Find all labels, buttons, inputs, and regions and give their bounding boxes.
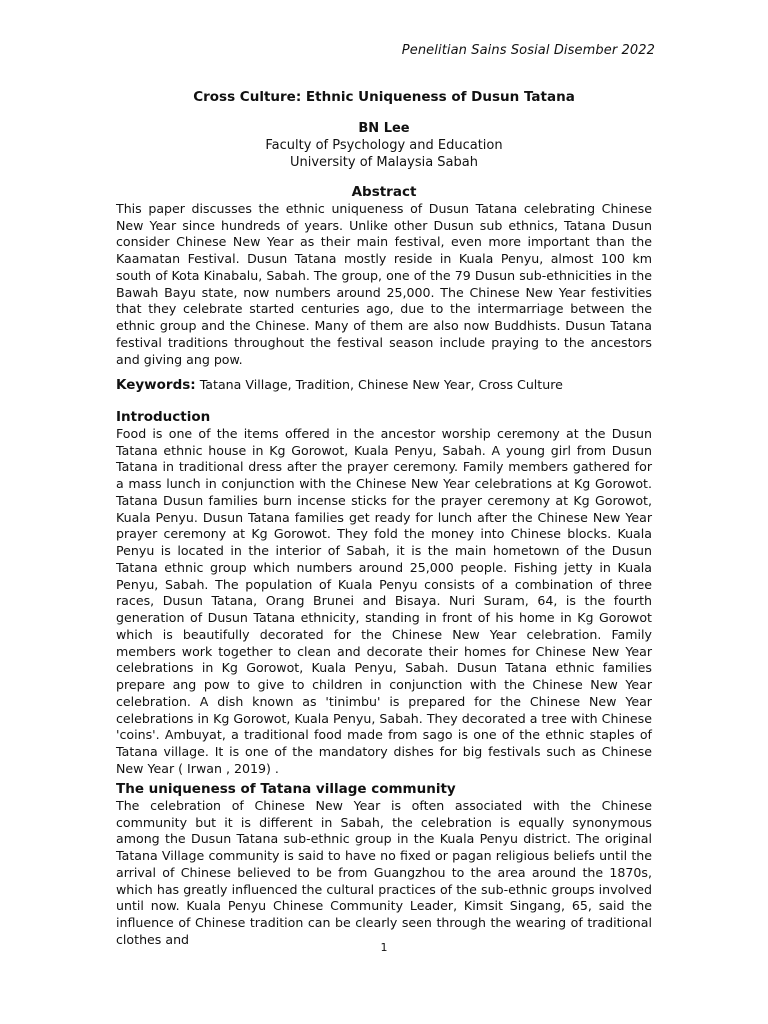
keywords-section (116, 377, 652, 394)
uniqueness-text: The celebration of Chinese New Year is often associated with the Chinese community but it is different in Sabah, the celebration is equally synonymous among the Dusun Tatana sub-ethnic group in the Kuala Penyu district. The original Tatana Village community is said to have no fixed or pagan religious beliefs until the arrival of Chinese believed to be from Guangzhou to the area around the 1870s, which has greatly influenced the cultural practices of the sub-ethnic groups involved until now. Kuala Penyu Chinese Community Leader, Kimsit Singang, 65, said the influence of Chinese tradition can be clearly seen through the wearing of traditional clothes and (116, 797, 652, 947)
abstract-heading: Abstract (351, 184, 417, 200)
author-affiliation-faculty: Faculty of Psychology and Education (265, 138, 503, 153)
abstract-text: This paper discusses the ethnic uniqueness of Dusun Tatana celebrating Chinese New Year since hundreds of years. Unlike other Dusun sub ethnics, Tatana Dusun consider Chinese New Year as their main festival, even more important than the Kaamatan Festival. Dusun Tatana mostly reside in Kuala Penyu, almost 100 km south of Kota Kinabalu, Sabah. The group, one of the 79 Dusun sub-ethnicities in the Bawah Bayu state, now numbers around 25,000. The Chinese New Year festivities that they celebrate started centuries ago, due to the intermarriage between the ethnic group and the Chinese. Many of them are also now Buddhists. Dusun Tatana festival traditions throughout the festival season include praying to the ancestors and giving ang pow. (116, 200, 652, 367)
uniqueness-section (116, 781, 652, 949)
author-name: BN Lee (358, 121, 410, 136)
running-header: Penelitian Sains Sosial Disember 2022 (401, 43, 655, 58)
introduction-heading: Introduction (116, 409, 211, 425)
abstract-section (116, 184, 652, 368)
paper-title: Cross Culture: Ethnic Uniqueness of Dusun Tatana (193, 89, 575, 105)
author-block (0, 120, 768, 171)
keywords-text: Tatana Village, Tradition, Chinese New Year, Cross Culture (199, 377, 563, 392)
introduction-text: Food is one of the items offered in the ancestor worship ceremony at the Dusun Tatana ethnic house in Kg Gorowot, Kuala Penyu, Sabah. A young girl from Dusun Tatana in traditional dress after the prayer ceremony. Family members gathered for a mass lunch in conjunction with the Chinese New Year celebrations at Kg Gorowot. Tatana Dusun families burn incense sticks for the prayer ceremony at Kg Gorowot, Kuala Penyu. Dusun Tatana families get ready for lunch after the Chinese New Year prayer ceremony at Kg Gorowot. They fold the money into Chinese blocks. Kuala Penyu is located in the interior of Sabah, it is the main hometown of the Dusun Tatana ethnic group which numbers around 25,000 people. Fishing jetty in Kuala Penyu, Sabah. The population of Kuala Penyu consists of a combination of three races, Dusun Tatana, Orang Brunei and Bisaya. Nuri Suram, 64, is the fourth generation of Dusun Tatana ethnicity, standing in front of his home in Kg Gorowot which is beautifully decorated for the Chinese New Year celebration. Family members work together to clean and decorate their homes for Chinese New Year celebrations in Kg Gorowot, Kuala Penyu, Sabah. Dusun Tatana ethnic families prepare ang pow to give to children in conjunction with the Chinese New Year celebration. A dish known as 'tinimbu' is prepared for the Chinese New Year celebrations in Kg Gorowot, Kuala Penyu, Sabah. They decorated a tree with Chinese 'coins'. Ambuyat, a traditional food made from sago is one of the ethnic staples of Tatana village. It is one of the mandatory dishes for big festivals such as Chinese New Year ( Irwan , 2019) . (116, 425, 652, 776)
author-affiliation-university: University of Malaysia Sabah (290, 155, 478, 170)
uniqueness-heading: The uniqueness of Tatana village community (116, 781, 456, 797)
introduction-section (116, 409, 652, 778)
page-number: 1 (380, 941, 388, 954)
keywords-label: Keywords: (116, 377, 196, 393)
